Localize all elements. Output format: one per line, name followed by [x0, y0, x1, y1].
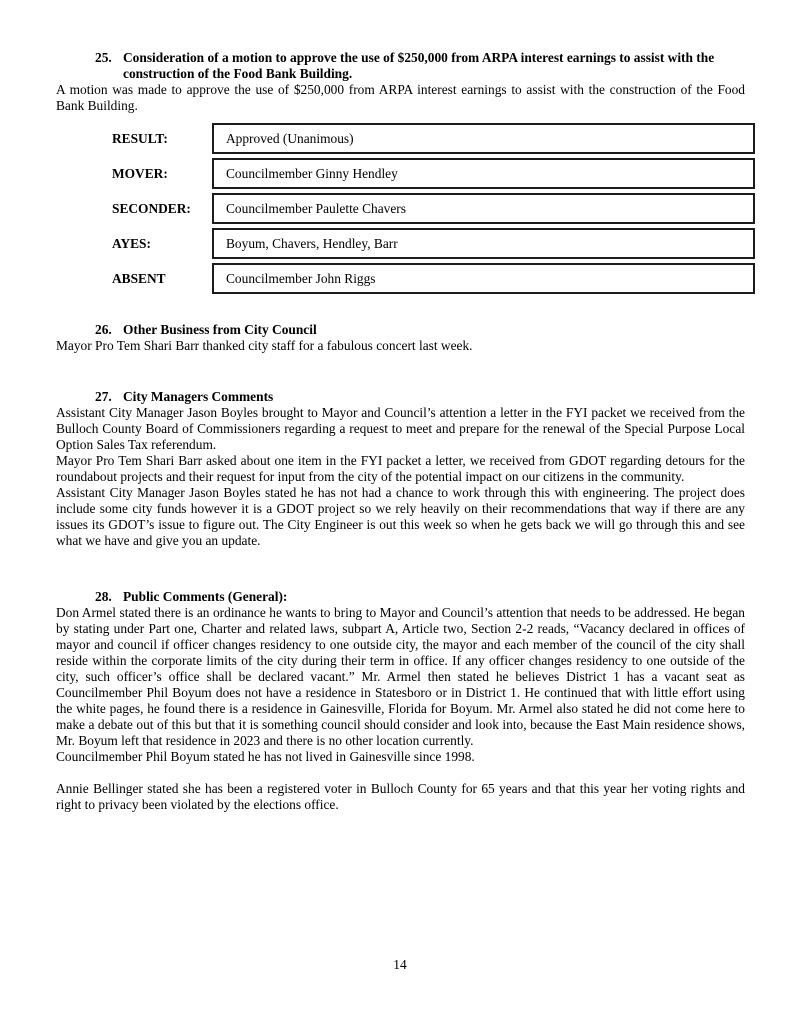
vote-row-label: AYES: — [112, 235, 151, 251]
vote-row-value-box — [212, 123, 755, 154]
vote-row-value: Boyum, Chavers, Hendley, Barr — [226, 235, 398, 251]
paragraph: Mayor Pro Tem Shari Barr asked about one item in the FYI packet a letter, we received from GDOT regarding detours for the roundabout projects and their request for input from the city of the potential impact on our citizens in the community. — [56, 453, 745, 484]
section-27 — [56, 389, 745, 549]
paragraph: Councilmember Phil Boyum stated he has not lived in Gainesville since 1998. — [56, 749, 475, 764]
section-28-paragraphs — [56, 605, 745, 813]
vote-table — [56, 123, 755, 294]
section-number: 28. — [95, 589, 112, 604]
section-number: 27. — [95, 389, 112, 404]
section-28 — [56, 589, 745, 813]
section-number: 26. — [95, 322, 112, 337]
section-heading-27 — [95, 389, 745, 405]
vote-row-value-box — [212, 228, 755, 259]
vote-row-value-box — [212, 158, 755, 189]
vote-row-value: Councilmember Ginny Hendley — [226, 165, 398, 181]
vote-table-row — [56, 263, 755, 294]
section-heading-28 — [95, 589, 745, 605]
vote-row-label: RESULT: — [112, 130, 168, 146]
vote-row-value: Councilmember Paulette Chavers — [226, 200, 406, 216]
section-title: City Managers Comments — [123, 389, 274, 404]
section-title: Public Comments (General): — [123, 589, 288, 604]
section-heading-25 — [95, 50, 745, 82]
vote-table-row — [56, 228, 755, 259]
vote-row-label: SECONDER: — [112, 200, 191, 216]
page-number: 14 — [393, 957, 407, 972]
vote-table-row — [56, 193, 755, 224]
vote-table-row — [56, 158, 755, 189]
section-title: Other Business from City Council — [123, 322, 317, 337]
vote-row-label: MOVER: — [112, 165, 168, 181]
vote-row-value: Approved (Unanimous) — [226, 130, 354, 146]
vote-row-value-box — [212, 263, 755, 294]
section-number: 25. — [95, 50, 112, 65]
vote-table-row — [56, 123, 755, 154]
paragraph: Mayor Pro Tem Shari Barr thanked city staff for a fabulous concert last week. — [56, 338, 473, 353]
paragraph: Don Armel stated there is an ordinance he wants to bring to Mayor and Council’s attention that needs to be addressed. He began by stating under Part one, Charter and related laws, subpart A, Article two, Section 2-2 reads, “Vacancy declared in offices of mayor and council if officer changes residency to one outside city, the mayor and each member of the council of the city shall reside within the corporate limits of the city during their term in office. If any officer changes residency to one outside of the city, such officer’s office shall be declared vacant.” Mr. Armel then stated he believes District 1 has a vacant seat as Councilmember Phil Boyum does not have a residence in Statesboro or in District 1. He continued that with little effort using the white pages, he found there is a residence in Gainesville, Florida for Boyum. Mr. Armel also stated he did not come here to make a debate out of this but that it is something council should consider and look into, because the East Main residence shows, Mr. Boyum left that residence in 2023 and there is no other location currently. — [56, 605, 745, 748]
paragraph: Assistant City Manager Jason Boyles stated he has not had a chance to work through this with engineering. The project does include some city funds however it is a GDOT project so we rely heavily on their recommendations that way if there are any issues its GDOT’s issue to figure out. The City Engineer is out this week so when he gets back we will go through this and see what we have and give you an update. — [56, 485, 745, 548]
section-26 — [56, 322, 745, 354]
section-heading-26 — [95, 322, 745, 338]
paragraph: Assistant City Manager Jason Boyles brought to Mayor and Council’s attention a letter in the FYI packet we received from the Bulloch County Board of Commissioners regarding a request to meet and prepare for the renewal of the Special Purpose Local Option Sales Tax referendum. — [56, 405, 745, 452]
paragraph: Annie Bellinger stated she has been a registered voter in Bulloch County for 65 years and that this year her voting rights and right to privacy been violated by the elections office. — [56, 781, 745, 812]
section-26-paragraphs — [56, 338, 745, 354]
vote-row-value-box — [212, 193, 755, 224]
section-25 — [56, 50, 745, 294]
vote-row-label: ABSENT — [112, 270, 166, 286]
vote-row-value: Councilmember John Riggs — [226, 270, 376, 286]
motion-paragraph: A motion was made to approve the use of $250,000 from ARPA interest earnings to assist with the construction of the Food Bank Building. — [56, 82, 745, 113]
section-title: Consideration of a motion to approve the use of $250,000 from ARPA interest earnings to assist with the construction of the Food Bank Building. — [123, 50, 715, 81]
section-27-paragraphs — [56, 405, 745, 549]
